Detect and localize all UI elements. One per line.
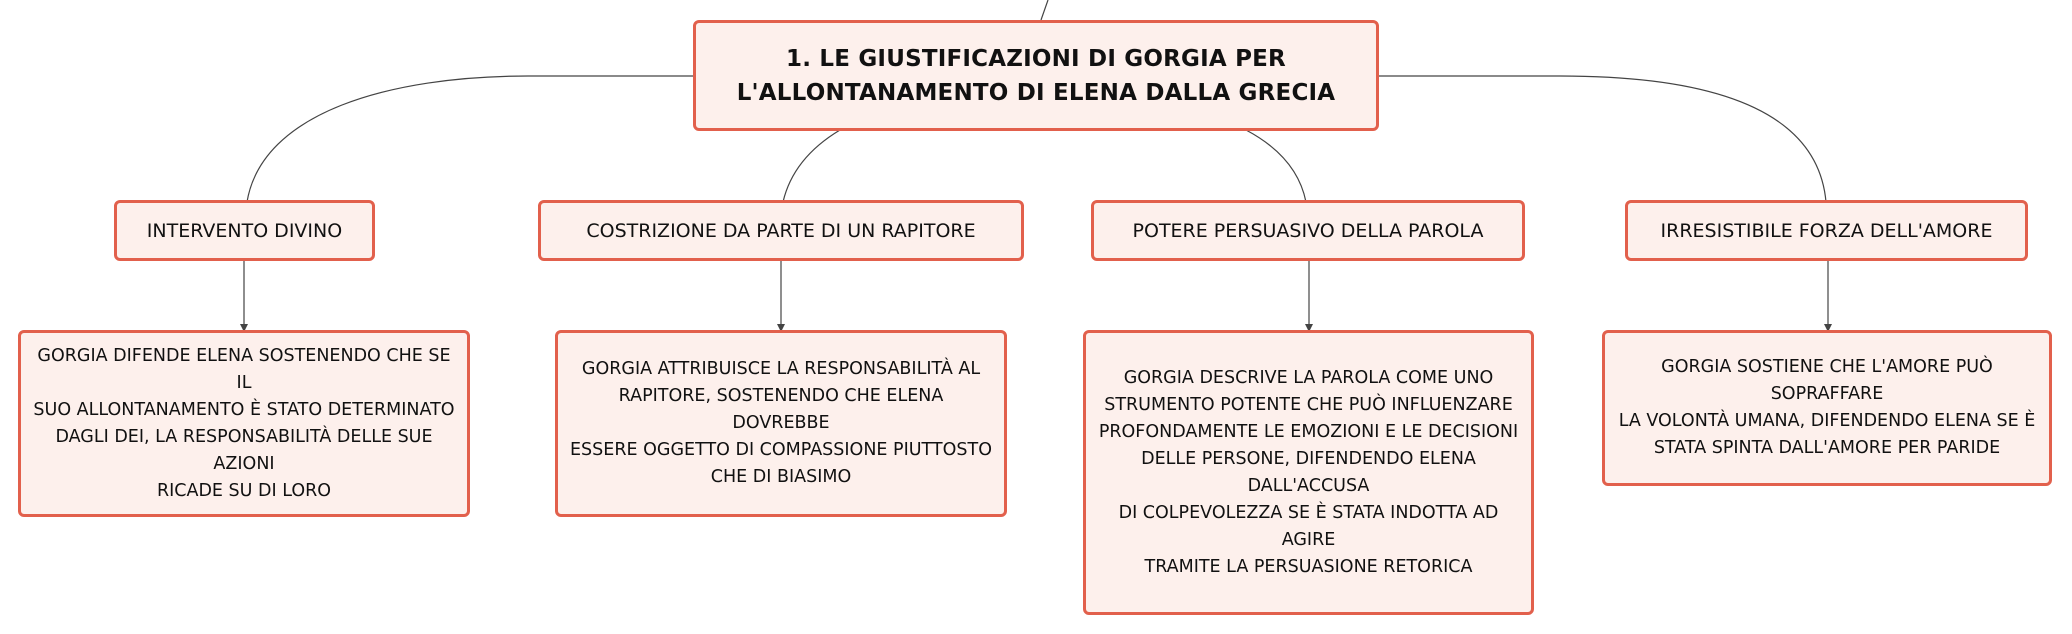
detail-line: PROFONDAMENTE LE EMOZIONI E LE DECISIONI (1098, 421, 1519, 442)
connector-root-to-branch-1 (247, 76, 693, 202)
detail-line: GORGIA ATTRIBUISCE LA RESPONSABILITÀ AL (581, 359, 981, 379)
detail-line: TRAMITE LA PERSUASIONE RETORICA (1144, 556, 1473, 577)
root-topic-line-1: 1. LE GIUSTIFICAZIONI DI GORGIA PER (786, 45, 1286, 72)
branch-label: INTERVENTO DIVINO (146, 219, 343, 242)
detail-line: GORGIA SOSTIENE CHE L'AMORE PUÒ SOPRAFFARE (1661, 357, 1993, 404)
detail-line: GORGIA DIFENDE ELENA SOSTENENDO CHE SE IL (37, 345, 451, 393)
detail-line: RICADE SU DI LORO (156, 480, 332, 501)
detail-potere-parola[interactable] (1083, 330, 1534, 615)
root-topic-line-2: L'ALLONTANAMENTO DI ELENA DALLA GRECIA (736, 79, 1336, 106)
detail-forza-amore[interactable] (1602, 330, 2052, 486)
branch-label: COSTRIZIONE DA PARTE DI UN RAPITORE (586, 219, 976, 242)
detail-line: SUO ALLONTANAMENTO È STATO DETERMINATO (33, 399, 455, 420)
detail-intervento-divino[interactable] (18, 330, 470, 517)
branch-potere-parola[interactable] (1091, 200, 1525, 261)
detail-line: RAPITORE, SOSTENENDO CHE ELENA DOVREBBE (618, 386, 944, 433)
detail-line: DELLE PERSONE, DIFENDENDO ELENA DALL'ACCUSA (1141, 448, 1476, 496)
detail-line: ESSERE OGGETTO DI COMPASSIONE PIUTTOSTO (570, 440, 992, 460)
branch-intervento-divino[interactable] (114, 200, 375, 261)
branch-costrizione-rapitore[interactable] (538, 200, 1024, 261)
detail-line: DI COLPEVOLEZZA SE È STATA INDOTTA AD AGIRE (1118, 502, 1499, 550)
detail-line: LA VOLONTÀ UMANA, DIFENDENDO ELENA SE È (1618, 411, 2036, 431)
branch-label: IRRESISTIBILE FORZA DELL'AMORE (1660, 219, 1993, 242)
connector-parent-to-root (1041, 0, 1048, 20)
detail-line: DAGLI DEI, LA RESPONSABILITÀ DELLE SUE AZIONI (55, 426, 433, 474)
branch-forza-amore[interactable] (1625, 200, 2028, 261)
connector-root-to-branch-2 (783, 130, 840, 202)
root-topic[interactable] (693, 20, 1379, 131)
detail-line: STRUMENTO POTENTE CHE PUÒ INFLUENZARE (1104, 394, 1513, 415)
detail-line: CHE DI BIASIMO (710, 467, 852, 487)
connector-root-to-branch-4 (1378, 76, 1826, 202)
detail-line: STATA SPINTA DALL'AMORE PER PARIDE (1653, 438, 2001, 458)
branch-label: POTERE PERSUASIVO DELLA PAROLA (1132, 219, 1484, 242)
detail-costrizione-rapitore[interactable] (555, 330, 1007, 517)
detail-line: GORGIA DESCRIVE LA PAROLA COME UNO (1123, 367, 1494, 388)
connector-root-to-branch-3 (1246, 130, 1306, 202)
